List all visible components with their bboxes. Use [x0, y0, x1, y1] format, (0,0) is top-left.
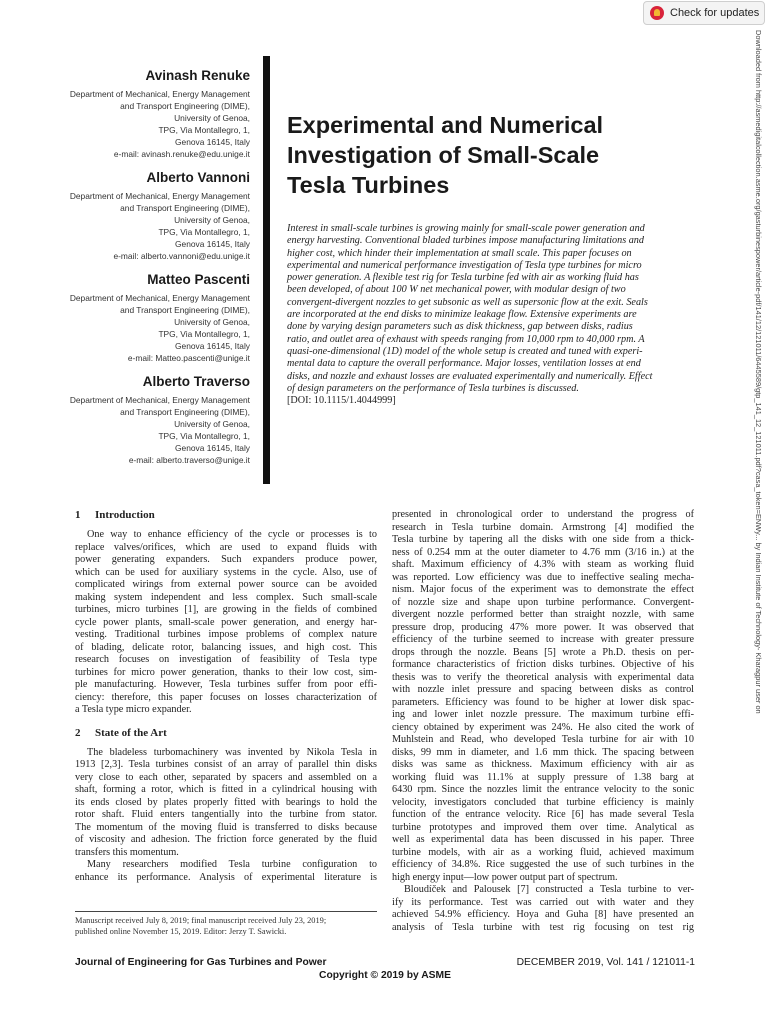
- body-line: rotor shaft. Fluid enters tangentially into the turbine from stator.: [75, 809, 377, 820]
- page-footer: [75, 957, 695, 985]
- download-stamp: [751, 30, 765, 1020]
- body-line: ness of 0.254 mm at the outer diameter to 4.76 mm (3/16 in.) at the: [392, 546, 694, 558]
- body-line: Muhlstein and Read, who developed Tesla turbine for air with 10: [392, 734, 694, 745]
- author-name: Matteo Pascenti: [147, 272, 250, 287]
- body-line: ify its performance. Test was carried out with water and they: [392, 896, 694, 908]
- body-line: turbines for micro power generation, thanks to their low cost, sim-: [75, 666, 377, 678]
- abstract-line: Interest in small-scale turbines is growing mainly for small-scale power generation and: [287, 223, 645, 234]
- body-line: efficiency of the turbine seemed to increase with greater pressure: [392, 634, 694, 645]
- body-line: complicated wirings from external power source can be avoided: [75, 579, 377, 590]
- body-line: research focuses on investigation of feasibility of Tesla type: [75, 654, 377, 665]
- body-line: function of the entrance velocity. Rice [6] has made several Tesla: [392, 809, 694, 820]
- body-line: with nozzle inlet pressure and spacing between disks as control: [392, 684, 694, 695]
- body-line: Tesla turbine by tapering all the disks with one side from a thick-: [392, 534, 694, 545]
- body-line: presented in chronological order to understand the progress of: [392, 509, 694, 520]
- author-email: e-mail: alberto.traverso@unige.it: [128, 455, 250, 465]
- body-line: making system independent and less complex. Such small-scale: [75, 591, 377, 603]
- download-stamp-text: Downloaded from http://asmedigitalcollection.asme.org/gasturbinespower/article-pdf/141/12/121011/6445589/gtp_141_12_121011.pdf?casa_token=ENWy... by Indian Institute of Technology- Kharagpur user on: [754, 30, 763, 714]
- body-line: disks was same as thickness. Maximum efficiency with air as: [392, 759, 694, 770]
- affiliation-line: and Transport Engineering (DIME),: [120, 305, 250, 315]
- abstract-line: done by varying design parameters such as disk thickness, gap between disks, radius: [287, 321, 633, 333]
- affiliation-line: University of Genoa,: [174, 113, 250, 123]
- author-block: [60, 374, 250, 466]
- section-heading-introduction: [75, 509, 377, 523]
- body-line: power generating expanders. Such expanders produce power,: [75, 554, 377, 565]
- body-line: vesting. Traditional turbines impose problems of complex nature: [75, 629, 377, 640]
- title-line: Investigation of Small-Scale: [287, 142, 600, 168]
- body-line: working fluid was 11.1% at supply pressure of 1.38 barg at: [392, 771, 694, 783]
- affiliation-line: TPG, Via Montallegro, 1,: [158, 329, 250, 339]
- body-line: drops through the nozzle. Beans [5] wrote a Ph.D. thesis on per-: [392, 646, 694, 658]
- author-name: Avinash Renuke: [145, 68, 250, 83]
- abstract-line: energy harvesting. Conventional bladed turbines impose manufacturing limitations and: [287, 235, 644, 247]
- body-line: ing and lower inlet nozzle pressure. The maximum turbine effi-: [392, 709, 694, 720]
- author-block: [60, 68, 250, 160]
- footnote-line: published online November 15, 2019. Editor: Jerzy T. Sawicki.: [75, 926, 287, 936]
- section-title: State of the Art: [95, 726, 167, 739]
- body-line: disks, 99 mm in diameter, and 1.6 mm thick. The spacing between: [392, 746, 694, 758]
- author-email: e-mail: alberto.vannoni@edu.unige.it: [113, 251, 250, 261]
- body-line: Bloudíček and Palousek [7] constructed a Tesla turbine to ver-: [404, 884, 694, 895]
- author-block: [60, 272, 250, 364]
- body-line: pressure drop, producing 47% more power. It was observed that: [392, 621, 694, 633]
- affiliation-line: TPG, Via Montallegro, 1,: [158, 125, 250, 135]
- abstract: [287, 223, 693, 407]
- affiliation-line: University of Genoa,: [174, 419, 250, 429]
- body-line: transfers this momentum.: [75, 846, 179, 858]
- body-line: enhance its performance. Analysis of experimental literature is: [75, 871, 377, 883]
- body-line: achieved 54.9% efficiency. Hoya and Guha [8] have presented an: [392, 909, 694, 920]
- body-line: very close to each other, separated by spacers and assembled on a: [75, 771, 377, 783]
- section-number: 1: [75, 509, 81, 521]
- body-line: cycle power plants, small-scale power generation, and energy har-: [75, 616, 377, 628]
- body-line: was reported. Low efficiency was due to ineffective sealing mecha-: [392, 571, 694, 583]
- title-line: Experimental and Numerical: [287, 112, 604, 138]
- body-line: ple manufacturing. However, Tesla turbines suffer from poor effi-: [75, 679, 377, 690]
- abstract-line: power generation. A flexible test rig for Tesla turbine fed with air as working fluid has: [287, 272, 639, 284]
- affiliation-line: and Transport Engineering (DIME),: [120, 407, 250, 417]
- abstract-line: ratio, and outlet area of exhaust with speeds ranging from 10,000 rpm to 40,000 rpm. A: [287, 333, 645, 345]
- body-line: formance characteristics of friction disks turbines. Objective of his: [392, 659, 694, 670]
- affiliation-line: Department of Mechanical, Energy Management: [69, 191, 250, 201]
- body-line: research in Tesla turbine domain. Armstrong [4] modified the: [392, 521, 694, 533]
- body-line: turbines, micro turbines [1], are growing in the fields of combined: [75, 604, 377, 615]
- check-for-updates-label: Check for updates: [670, 7, 760, 19]
- author-name: Alberto Vannoni: [146, 170, 250, 185]
- doi-link[interactable]: [DOI: 10.1115/1.4044999]: [287, 395, 396, 407]
- affiliation-line: TPG, Via Montallegro, 1,: [158, 431, 250, 441]
- body-line: turbine prototypes and improved them over time. Analytical as: [392, 821, 694, 833]
- body-line: analysis of Tesla turbine with test rig focusing on test rig: [392, 921, 694, 933]
- author-name: Alberto Traverso: [142, 374, 250, 389]
- body-line: replace valves/orifices, which are used to expand fluids with: [75, 541, 377, 553]
- abstract-line: quasi-one-dimensional (1D) model of the whole setup is created and tuned with experi-: [287, 345, 643, 357]
- section-title: Introduction: [95, 509, 155, 521]
- affiliation-line: University of Genoa,: [174, 317, 250, 327]
- body-line: turbine models, with air as a working fluid, achieved maximum: [392, 846, 694, 858]
- body-line: a Tesla type micro expander.: [75, 704, 192, 715]
- affiliation-line: and Transport Engineering (DIME),: [120, 101, 250, 111]
- body-line: its ends closed by plates properly fitted with bearings to hold the: [75, 796, 377, 808]
- body-line: which can be used for auxiliary systems in the cycle. Also, use of: [75, 566, 377, 578]
- body-line: shaft. Maximum efficiency of 4.3% with steam as working fluid: [392, 559, 694, 570]
- right-column: [392, 509, 694, 934]
- paper-title: [287, 110, 707, 200]
- body-line: The bladeless turbomachinery was invented by Nikola Tesla in: [87, 746, 377, 758]
- body-line: well as experimental data has been discussed in his paper. Three: [392, 834, 694, 845]
- affiliation-line: Genova 16145, Italy: [175, 239, 250, 249]
- body-line: parameters. Efficiency was found to be higher at lower disk spac-: [392, 696, 694, 708]
- affiliation-line: University of Genoa,: [174, 215, 250, 225]
- author-affiliation: [60, 292, 250, 364]
- affiliation-line: TPG, Via Montallegro, 1,: [158, 227, 250, 237]
- body-line: of nozzle size and shape upon turbine performance. Convergent-: [392, 596, 694, 608]
- abstract-line: been developed, of about 100 W net mechanical power, with modular design of two: [287, 284, 626, 296]
- body-line: nism. Major focus of the experiment was to demonstrate the effect: [392, 584, 694, 595]
- body-line: Many researchers modified Tesla turbine configuration to: [87, 859, 377, 870]
- body-line: The momentum of the moving fluid is transferred to disks because: [75, 821, 377, 833]
- body-line: 1913 [2,3]. Tesla turbines consist of an array of parallel thin disks: [75, 759, 377, 770]
- body-line: high energy input—low power output part of spectrum.: [392, 871, 618, 883]
- author-list: [60, 68, 250, 476]
- abstract-line: of design parameters on the performance of Tesla turbines is discussed.: [287, 382, 579, 394]
- affiliation-line: and Transport Engineering (DIME),: [120, 203, 250, 213]
- check-for-updates-button[interactable]: [643, 1, 765, 25]
- abstract-line: are incorporated at the end disks to minimize leakage flow. Extensive experiments are: [287, 309, 637, 321]
- abstract-line: convergent-divergent nozzles to get subsonic as well as supersonic flow at the exit. Seals: [287, 296, 648, 308]
- body-line: thesis was to verify the theoretical analysis with experimental data: [392, 671, 694, 683]
- abstract-line: disks, and nozzle and exhaust losses are evaluated experimentally and numerically. Effect: [287, 370, 653, 382]
- affiliation-line: Department of Mechanical, Energy Management: [69, 89, 250, 99]
- affiliation-line: Department of Mechanical, Energy Management: [69, 395, 250, 405]
- crossmark-icon: [650, 6, 664, 20]
- title-divider-bar: [263, 56, 270, 484]
- abstract-line: experimental and numerical performance investigation of Tesla type turbines for micro: [287, 259, 642, 271]
- issue-info: DECEMBER 2019, Vol. 141 / 121011-1: [516, 957, 695, 968]
- body-line: divergent nozzle performed better than straight nozzle, with same: [392, 609, 694, 620]
- affiliation-line: Department of Mechanical, Energy Management: [69, 293, 250, 303]
- section-heading-state-of-the-art: [75, 727, 377, 741]
- author-affiliation: [60, 190, 250, 262]
- affiliation-line: Genova 16145, Italy: [175, 137, 250, 147]
- author-affiliation: [60, 88, 250, 160]
- abstract-line: mental data to capture the overall performance. Major losses, ventilation losses at end: [287, 358, 641, 370]
- affiliation-line: Genova 16145, Italy: [175, 443, 250, 453]
- body-line: of blading, delicate rotor, balancing issues, and high cost. This: [75, 641, 377, 653]
- body-line: One way to enhance efficiency of the cycle or processes is to: [87, 529, 377, 540]
- left-column: [75, 509, 377, 884]
- section-number: 2: [75, 726, 81, 739]
- body-line: of viscosity and adhesion. The friction force generated by the fluid: [75, 834, 377, 845]
- author-block: [60, 170, 250, 262]
- abstract-line: higher cost, which hinder their implementation at small scale. This paper focuses on: [287, 247, 632, 259]
- copyright-notice: Copyright © 2019 by ASME: [319, 970, 451, 981]
- body-line: 6430 rpm. Since the nozzles limit the entrance velocity to the sonic: [392, 784, 694, 795]
- author-affiliation: [60, 394, 250, 466]
- body-line: velocity, investigators concluded that turbine efficiency is mainly: [392, 796, 694, 808]
- affiliation-line: Genova 16145, Italy: [175, 341, 250, 351]
- footnote-line: Manuscript received July 8, 2019; final manuscript received July 23, 2019;: [75, 916, 327, 925]
- title-line: Tesla Turbines: [287, 172, 450, 198]
- body-line: shaft, forming a rotor, which is fitted in a cylindrical housing with: [75, 784, 377, 795]
- author-email: e-mail: avinash.renuke@edu.unige.it: [113, 149, 250, 159]
- body-line: efficiency of 34.8%. Rice suggested the use of such turbines in the: [392, 859, 694, 870]
- body-line: ciency: therefore, this paper focuses on losses characterization of: [75, 691, 377, 703]
- author-email: e-mail: Matteo.pascenti@unige.it: [127, 353, 250, 363]
- manuscript-footnote: [75, 911, 377, 937]
- body-line: ciency obtained by experiment was 24%. He also cited the work of: [392, 721, 694, 733]
- journal-name: Journal of Engineering for Gas Turbines and Power: [75, 957, 327, 968]
